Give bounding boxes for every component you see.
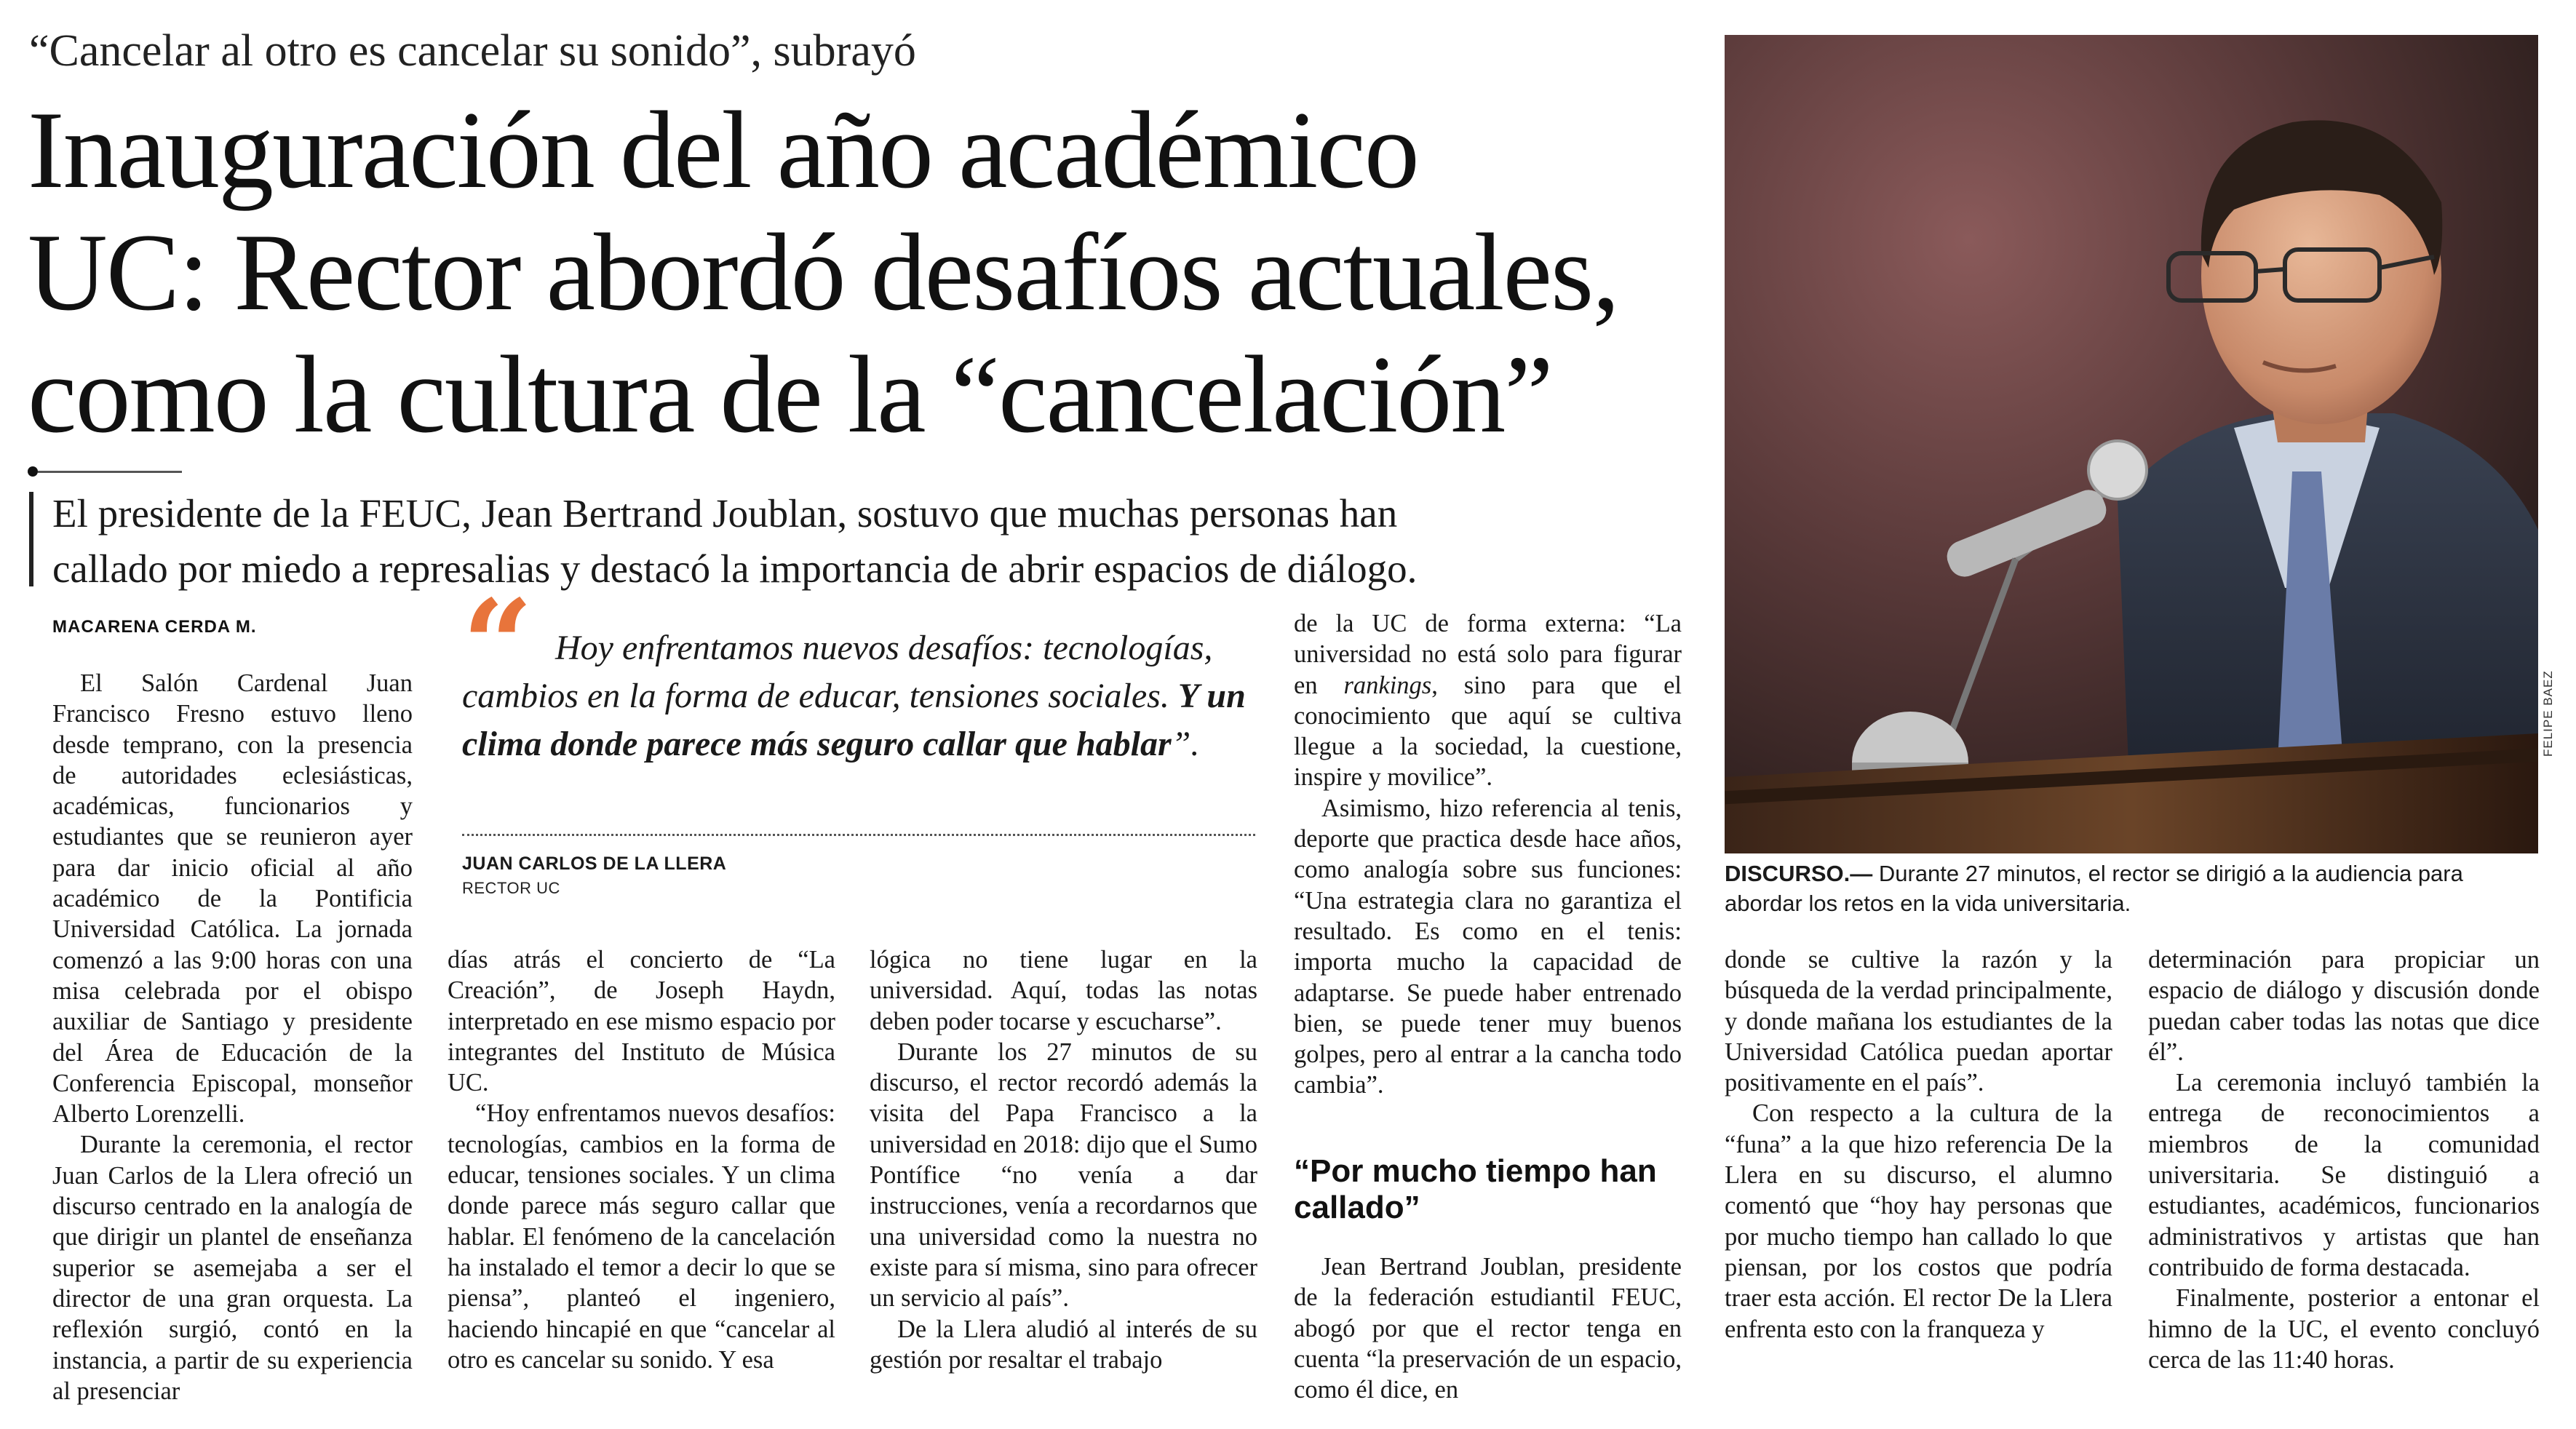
paragraph: El Salón Cardenal Juan Francisco Fresno estuvo lleno desde temprano, con la presencia de autoridades eclesiásticas, académicas, funcionarios y estudiantes que se reunieron ayer para dar inicio oficial al año académico de la Pontificia Universidad Católica. La jornada comenzó a las 9:00 horas con una misa celebrada por el obispo auxiliar de Santiago y presidente del Área de Educación de la Conferencia Episcopal, monseñor Alberto Lorenzelli. [52,669,413,1129]
column-1 [52,668,413,1406]
photo-caption [1725,859,2543,918]
paragraph: Asimismo, hizo referencia al tenis, deporte que practica desde hace años, como analogía sobre sus funciones: “Una estrategia clara no garantiza el resultado. Es como en el tenis: importa mucho la capacidad de adaptarse. Se puede haber entrenado bien, se puede tener muy buenos golpes, pero al entrar a la cancha todo cambia”. [1294,794,1682,1099]
pull-quote-bold: Y un clima donde parece más seguro callar que hablar [462,677,1246,763]
subheading: “Por mucho tiempo han callado” [1294,1153,1657,1225]
paragraph: días atrás el concierto de “La Creación”, de Joseph Haydn, interpretado en ese mismo espacio por integrantes del Instituto de Música UC. [448,946,835,1097]
paragraph [1294,608,1682,793]
caption-text: Durante 27 minutos, el rector se dirigió a la audiencia para abordar los retos en la vida universitaria. [1725,861,2463,916]
caption-label: DISCURSO.— [1725,861,1873,886]
quote-marks-icon: “ [462,573,533,718]
pull-quote-end: ”. [1171,725,1200,763]
kicker: “Cancelar al otro es cancelar su sonido”, subrayó [29,26,916,76]
pull-quote-role: RECTOR UC [462,879,560,897]
pull-quote-text: Hoy enfrentamos nuevos desafíos: tecnologías, cambios en la forma de educar, tensiones sociales. [462,629,1213,715]
column-3 [870,944,1257,1375]
byline: MACARENA CERDA M. [52,617,257,637]
paragraph: lógica no tiene lugar en la universidad. Aquí, todas las notas deben poder tocarse y escucharse”. [870,946,1257,1035]
paragraph: determinación para propiciar un espacio de diálogo y discusión donde puedan caber todas las notas que dice él”. [2148,946,2540,1066]
pull-quote [462,624,1255,768]
italic-term: rankings [1343,671,1432,699]
deck-line: callado por miedo a represalias y destacó la importancia de abrir espacios de diálogo. [52,546,1418,591]
column-6 [2148,944,2540,1375]
divider-line [38,471,182,473]
column-2 [448,944,835,1375]
headline-line: como la cultura de la “cancelación” [28,333,1552,455]
deck [52,486,1690,597]
paragraph: Durante los 27 minutos de su discurso, el rector recordó además la visita del Papa Francisco a la universidad en 2018: dijo que el Sumo Pontífice “no venía a dar instrucciones, venía a recordarnos que una universidad como la nuestra no existe para sí misma, sino para ofrecer un servicio al país”. [870,1038,1257,1313]
pull-quote-divider [462,834,1255,836]
photo [1725,35,2538,853]
pull-quote-author: JUAN CARLOS DE LA LLERA [462,853,727,874]
paragraph: “Hoy enfrentamos nuevos desafíos: tecnologías, cambios en la forma de educar, tensiones sociales. Y un clima donde parece más seguro callar que hablar. El fenómeno de la cancelación ha instalado el temor a decir lo que se piensa”, planteó el ingeniero, haciendo hincapié en que “cancelar al otro es cancelar su sonido. Y esa [448,1099,835,1374]
paragraph: donde se cultive la razón y la búsqueda de la verdad principalmente, y donde mañana los estudiantes de la Universidad Católica puedan aportar positivamente en el país”. [1725,946,2112,1097]
paragraph: Jean Bertrand Joublan, presidente de la federación estudiantil FEUC, abogó por que el rector tenga en cuenta “la preservación de un espacio, como él dice, en [1294,1253,1682,1404]
paragraph: Durante la ceremonia, el rector Juan Carlos de la Llera ofreció un discurso centrado en la analogía de que dirigir un plantel de enseñanza superior se asemejaba a ser el director de una gran orquesta. La reflexión surgió, contó en la instancia, a partir de su experiencia al presenciar [52,1131,413,1405]
column-5 [1725,944,2112,1345]
column-4 [1294,608,1682,1101]
text-run: de la UC de forma externa: “La universidad no está solo para figurar en [1294,610,1682,699]
headline-line: Inauguración del año académico [28,89,1418,211]
photo-credit: FELIPE BAEZ [2541,670,2555,757]
paragraph: Con respecto a la cultura de la “funa” a la que hizo referencia De la Llera en su discurso, el alumno comentó que “hoy hay personas que por mucho tiempo han callado lo que piensan, por los costos que podría traer esta acción. El rector De la Llera enfrenta esto con la franqueza y [1725,1099,2112,1343]
deck-line: El presidente de la FEUC, Jean Bertrand Joublan, sostuvo que muchas personas han [52,491,1398,536]
paragraph: La ceremonia incluyó también la entrega de reconocimientos a miembros de la comunidad universitaria. Se distinguió a estudiantes, académicos, funcionarios administrativos y artistas que han contribuido de forma destacada. [2148,1069,2540,1281]
paragraph: De la Llera aludió al interés de su gestión por resaltar el trabajo [870,1315,1257,1374]
column-4-bottom [1294,1251,1682,1405]
text-run: , sino para que el conocimiento que aquí se cultiva llegue a la sociedad, la cuestione, inspire y movilice”. [1294,671,1682,792]
headline [28,89,1730,455]
speaker-photo [1725,35,2538,853]
deck-bar [29,492,33,586]
bullet-dot [28,466,38,477]
headline-line: UC: Rector abordó desafíos actuales, [28,211,1619,333]
paragraph: Finalmente, posterior a entonar el himno de la UC, el evento concluyó cerca de las 11:40 horas. [2148,1284,2540,1374]
